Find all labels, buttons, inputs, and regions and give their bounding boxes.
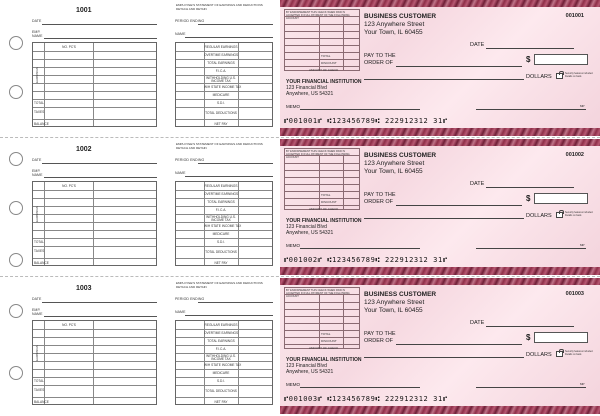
- bank-address-line1: 123 Financial Blvd: [286, 363, 327, 369]
- taxes-label: TAXES: [34, 388, 45, 392]
- pay-to-label: PAY TO THE ORDER OF: [364, 192, 396, 205]
- date-line: [42, 163, 157, 164]
- earnings-grid-left: [32, 42, 157, 127]
- check-date-line[interactable]: [486, 48, 574, 49]
- security-note: Security features included. Details on back.: [565, 350, 594, 356]
- total-label: TOTAL: [34, 379, 44, 383]
- name-line: [185, 315, 273, 316]
- voucher-header: BY ENDORSEMENT THIS CHECK WHEN PAID IS ACCEPTED IN FULL PAYMENT OF THE FOLLOWING ACCOUNT: [285, 149, 359, 156]
- written-amount-line[interactable]: [364, 79, 524, 80]
- bank-address-line1: 123 Financial Blvd: [286, 224, 327, 230]
- us-income-tax-label: WITHHOLDING U.S. INCOME TAX: [206, 354, 236, 361]
- net-pay-label: NET PAY: [214, 122, 228, 126]
- deductions-grid-right: [175, 320, 273, 405]
- voucher-discount-label: DISCOUNT: [321, 339, 337, 343]
- total-deductions-label: TOTAL DEDUCTIONS: [205, 111, 237, 115]
- no-pcs-label: NO. PC'S: [62, 323, 76, 327]
- marble-band-bottom: [280, 128, 600, 136]
- total-deductions-label: TOTAL DEDUCTIONS: [205, 250, 237, 254]
- check-number: 001003: [565, 291, 584, 297]
- security-lock-icon: [556, 73, 563, 79]
- voucher-amount-label: AMOUNT OF CHECK: [309, 67, 339, 72]
- check-number: 001002: [565, 152, 584, 158]
- business-name: BUSINESS CUSTOMER: [364, 13, 437, 20]
- dollar-sign: $: [526, 333, 531, 342]
- name-label: NAME: [175, 32, 186, 36]
- pay-to-label: PAY TO THE ORDER OF: [364, 53, 396, 66]
- voucher-total-label: TOTAL: [321, 54, 331, 58]
- micr-line: ⑈001001⑈ ⑆123456789⑆ 222912312 31⑈: [284, 117, 448, 125]
- voucher-discount-label: DISCOUNT: [321, 200, 337, 204]
- check-date-line[interactable]: [486, 187, 574, 188]
- marble-band-top: [280, 0, 600, 7]
- memo-line[interactable]: [300, 109, 420, 110]
- marble-band-top: [280, 139, 600, 146]
- payee-line[interactable]: [396, 66, 522, 67]
- sdi-label: S.D.I.: [217, 101, 225, 105]
- business-name: BUSINESS CUSTOMER: [364, 152, 437, 159]
- emp-name-line: [44, 177, 157, 178]
- name-line: [185, 176, 273, 177]
- memo-label: MEMO: [286, 243, 300, 248]
- voucher-box: [284, 148, 360, 210]
- business-address-line2: Your Town, IL 60455: [364, 29, 423, 36]
- stub-title: EMPLOYEE'S STATEMENT OF EARNINGS AND DEDUCTIONS DETACH AND RETAIN: [176, 281, 263, 289]
- security-note: Security features included. Details on back.: [565, 72, 594, 78]
- perforation-line: [0, 276, 600, 277]
- regular-earnings-label: REGULAR EARNINGS: [204, 45, 238, 49]
- check-row-2: [0, 139, 600, 275]
- dollars-label: DOLLARS: [526, 74, 552, 80]
- security-lock-icon: [556, 212, 563, 218]
- check-row-1: [0, 0, 600, 136]
- bank-name: YOUR FINANCIAL INSTITUTION: [286, 218, 362, 224]
- security-lock-icon: [556, 351, 563, 357]
- emp-name-line: [44, 38, 157, 39]
- stub-number: 1003: [76, 285, 92, 292]
- voucher-amount-label: AMOUNT OF CHECK: [309, 206, 339, 211]
- state-income-tax-label: W/H STATE INCOME TAX: [204, 224, 242, 228]
- overtime-earnings-label: OVERTIME EARNINGS: [204, 53, 239, 57]
- voucher-header: BY ENDORSEMENT THIS CHECK WHEN PAID IS ACCEPTED IN FULL PAYMENT OF THE FOLLOWING ACCOUNT: [285, 10, 359, 17]
- signature-line[interactable]: [476, 109, 586, 110]
- date-line: [42, 302, 157, 303]
- deductions-grid-right: [175, 181, 273, 266]
- net-pay-label: NET PAY: [214, 400, 228, 404]
- earnings-vertical-label: EARNINGS: [35, 345, 39, 361]
- bank-address-line1: 123 Financial Blvd: [286, 85, 327, 91]
- dollar-sign: $: [526, 55, 531, 64]
- total-earnings-label: TOTAL EARNINGS: [207, 61, 235, 65]
- us-income-tax-label: WITHHOLDING U.S. INCOME TAX: [206, 215, 236, 222]
- check-date-line[interactable]: [486, 326, 574, 327]
- balance-label: BALANCE: [34, 122, 49, 126]
- date-line: [42, 24, 157, 25]
- dollar-sign: $: [526, 194, 531, 203]
- state-income-tax-label: W/H STATE INCOME TAX: [204, 85, 242, 89]
- period-ending-line: [198, 302, 273, 303]
- overtime-earnings-label: OVERTIME EARNINGS: [204, 192, 239, 196]
- medicare-label: MEDICARE: [212, 232, 230, 236]
- bank-address-line2: Anywhere, US 54321: [286, 230, 334, 236]
- sdi-label: S.D.I.: [217, 240, 225, 244]
- business-check: [280, 278, 600, 414]
- voucher-total-label: TOTAL: [321, 332, 331, 336]
- business-address-line2: Your Town, IL 60455: [364, 307, 423, 314]
- micr-line: ⑈001003⑈ ⑆123456789⑆ 222912312 31⑈: [284, 395, 448, 403]
- payroll-stub: [30, 278, 275, 414]
- signature-line[interactable]: [476, 387, 586, 388]
- amount-box[interactable]: [534, 332, 588, 343]
- check-row-3: [0, 278, 600, 414]
- date-label: DATE: [32, 297, 42, 301]
- business-address-line2: Your Town, IL 60455: [364, 168, 423, 175]
- payroll-stub: [30, 139, 275, 275]
- period-ending-label: PERIOD ENDING: [175, 297, 205, 301]
- business-address-line1: 123 Anywhere Street: [364, 299, 425, 306]
- earnings-grid-left: [32, 181, 157, 266]
- voucher-box: [284, 9, 360, 71]
- memo-label: MEMO: [286, 382, 300, 387]
- fica-label: F.I.C.A.: [215, 208, 227, 212]
- regular-earnings-label: REGULAR EARNINGS: [204, 184, 238, 188]
- overtime-earnings-label: OVERTIME EARNINGS: [204, 331, 239, 335]
- fica-label: F.I.C.A.: [215, 347, 227, 351]
- total-label: TOTAL: [34, 101, 44, 105]
- memo-line[interactable]: [300, 248, 420, 249]
- bank-address-line2: Anywhere, US 54321: [286, 91, 334, 97]
- payee-line[interactable]: [396, 205, 522, 206]
- stub-number: 1002: [76, 146, 92, 153]
- marble-band-bottom: [280, 267, 600, 275]
- check-date-label: DATE: [470, 42, 485, 48]
- medicare-label: MEDICARE: [212, 371, 230, 375]
- earnings-grid-left: [32, 320, 157, 405]
- bank-name: YOUR FINANCIAL INSTITUTION: [286, 79, 362, 85]
- total-earnings-label: TOTAL EARNINGS: [207, 339, 235, 343]
- marble-band-top: [280, 278, 600, 285]
- regular-earnings-label: REGULAR EARNINGS: [204, 323, 238, 327]
- mp-label: MP: [580, 104, 585, 108]
- payroll-stub: [30, 0, 275, 136]
- date-label: DATE: [32, 158, 42, 162]
- voucher-box: [284, 287, 360, 349]
- deductions-grid-right: [175, 42, 273, 127]
- bank-address-line2: Anywhere, US 54321: [286, 369, 334, 375]
- mp-label: MP: [580, 382, 585, 386]
- taxes-label: TAXES: [34, 249, 45, 253]
- total-label: TOTAL: [34, 240, 44, 244]
- written-amount-line[interactable]: [364, 218, 524, 219]
- earnings-vertical-label: EARNINGS: [35, 67, 39, 83]
- voucher-discount-label: DISCOUNT: [321, 61, 337, 65]
- mp-label: MP: [580, 243, 585, 247]
- business-name: BUSINESS CUSTOMER: [364, 291, 437, 298]
- voucher-amount-label: AMOUNT OF CHECK: [309, 345, 339, 350]
- business-address-line1: 123 Anywhere Street: [364, 160, 425, 167]
- us-income-tax-label: WITHHOLDING U.S. INCOME TAX: [206, 76, 236, 83]
- perforation-line: [0, 137, 600, 138]
- voucher-total-label: TOTAL: [321, 193, 331, 197]
- dollars-label: DOLLARS: [526, 213, 552, 219]
- no-pcs-label: NO. PC'S: [62, 184, 76, 188]
- stub-number: 1001: [76, 7, 92, 14]
- total-deductions-label: TOTAL DEDUCTIONS: [205, 389, 237, 393]
- period-ending-line: [198, 24, 273, 25]
- business-address-line1: 123 Anywhere Street: [364, 21, 425, 28]
- net-pay-label: NET PAY: [214, 261, 228, 265]
- payee-line[interactable]: [396, 344, 522, 345]
- state-income-tax-label: W/H STATE INCOME TAX: [204, 363, 242, 367]
- voucher-header: BY ENDORSEMENT THIS CHECK WHEN PAID IS ACCEPTED IN FULL PAYMENT OF THE FOLLOWING ACCOUNT: [285, 288, 359, 295]
- period-ending-label: PERIOD ENDING: [175, 19, 205, 23]
- no-pcs-label: NO. PC'S: [62, 45, 76, 49]
- micr-line: ⑈001002⑈ ⑆123456789⑆ 222912312 31⑈: [284, 256, 448, 264]
- marble-band-bottom: [280, 406, 600, 414]
- business-check: [280, 0, 600, 136]
- emp-name-line: [44, 316, 157, 317]
- period-ending-label: PERIOD ENDING: [175, 158, 205, 162]
- total-earnings-label: TOTAL EARNINGS: [207, 200, 235, 204]
- check-date-label: DATE: [470, 181, 485, 187]
- medicare-label: MEDICARE: [212, 93, 230, 97]
- memo-line[interactable]: [300, 387, 420, 388]
- date-label: DATE: [32, 19, 42, 23]
- fica-label: F.I.C.A.: [215, 69, 227, 73]
- taxes-label: TAXES: [34, 110, 45, 114]
- name-label: NAME: [175, 171, 186, 175]
- sdi-label: S.D.I.: [217, 379, 225, 383]
- emp-name-label: EMP. NAME: [32, 308, 43, 316]
- name-label: NAME: [175, 310, 186, 314]
- period-ending-line: [198, 163, 273, 164]
- stub-title: EMPLOYEE'S STATEMENT OF EARNINGS AND DEDUCTIONS DETACH AND RETAIN: [176, 3, 263, 11]
- dollars-label: DOLLARS: [526, 352, 552, 358]
- amount-box[interactable]: [534, 193, 588, 204]
- security-note: Security features included. Details on back.: [565, 211, 594, 217]
- written-amount-line[interactable]: [364, 357, 524, 358]
- emp-name-label: EMP. NAME: [32, 30, 43, 38]
- stub-title: EMPLOYEE'S STATEMENT OF EARNINGS AND DEDUCTIONS DETACH AND RETAIN: [176, 142, 263, 150]
- balance-label: BALANCE: [34, 400, 49, 404]
- bank-name: YOUR FINANCIAL INSTITUTION: [286, 357, 362, 363]
- memo-label: MEMO: [286, 104, 300, 109]
- balance-label: BALANCE: [34, 261, 49, 265]
- signature-line[interactable]: [476, 248, 586, 249]
- check-number: 001001: [565, 13, 584, 19]
- name-line: [185, 37, 273, 38]
- business-check: [280, 139, 600, 275]
- check-date-label: DATE: [470, 320, 485, 326]
- emp-name-label: EMP. NAME: [32, 169, 43, 177]
- pay-to-label: PAY TO THE ORDER OF: [364, 331, 396, 344]
- earnings-vertical-label: EARNINGS: [35, 206, 39, 222]
- amount-box[interactable]: [534, 54, 588, 65]
